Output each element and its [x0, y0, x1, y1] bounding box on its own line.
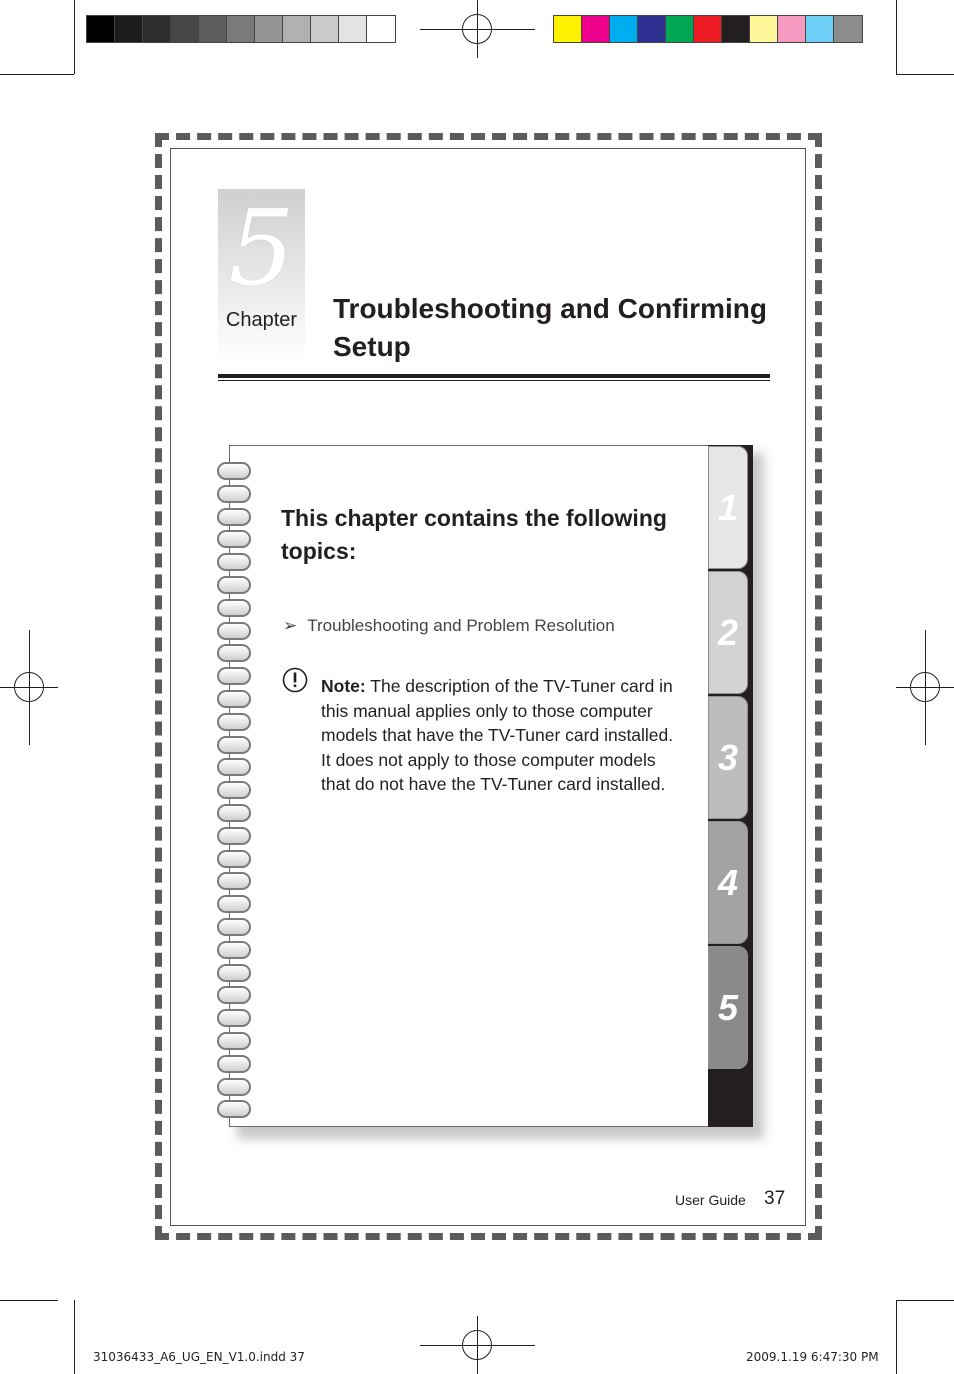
title-rule-thin — [218, 380, 770, 381]
topics-heading-line-1: This chapter contains the following — [281, 505, 667, 531]
spiral-ring — [217, 1032, 251, 1050]
spiral-ring — [217, 508, 251, 526]
color-swatch — [638, 16, 666, 42]
crop-mark-bottom-left-h — [0, 1300, 58, 1301]
page-title-line-1: Troubleshooting and Confirming — [333, 293, 767, 324]
spiral-ring — [217, 850, 251, 868]
registration-mark-left-v — [29, 630, 30, 745]
exclamation-icon — [282, 667, 308, 693]
tab-chapter-4: 4 — [708, 821, 748, 944]
gray-swatch — [143, 16, 171, 42]
topics-heading — [281, 502, 701, 568]
gray-swatch — [367, 16, 395, 42]
topic-label: Troubleshooting and Problem Resolution — [307, 616, 615, 635]
spiral-ring — [217, 553, 251, 571]
spiral-ring — [217, 485, 251, 503]
gray-swatch — [199, 16, 227, 42]
spiral-ring — [217, 918, 251, 936]
spiral-ring — [217, 576, 251, 594]
spiral-ring — [217, 941, 251, 959]
color-swatch — [722, 16, 750, 42]
list-item — [283, 616, 615, 636]
spiral-ring — [217, 804, 251, 822]
color-swatch — [694, 16, 722, 42]
tab-chapter-1: 1 — [708, 446, 748, 569]
registration-mark-right-v — [925, 630, 926, 745]
crop-mark-bottom-left-v — [74, 1300, 75, 1374]
spiral-ring — [217, 1100, 251, 1118]
gray-swatch — [115, 16, 143, 42]
registration-mark-bottom-v — [477, 1316, 478, 1374]
topics-heading-line-2: topics: — [281, 538, 357, 564]
spiral-ring — [217, 964, 251, 982]
crop-mark-top-right-v — [896, 0, 897, 74]
page-title-line-2: Setup — [333, 331, 411, 362]
color-swatch — [610, 16, 638, 42]
footer-label: User Guide — [675, 1192, 746, 1208]
spiral-ring — [217, 895, 251, 913]
crop-mark-bottom-right-h — [896, 1300, 954, 1301]
page-number: 37 — [764, 1188, 786, 1209]
gray-swatch — [171, 16, 199, 42]
color-swatch — [554, 16, 582, 42]
note-label: Note: — [321, 676, 366, 696]
spiral-ring — [217, 827, 251, 845]
spiral-ring — [217, 1009, 251, 1027]
gray-swatch — [339, 16, 367, 42]
color-swatch — [834, 16, 862, 42]
tab-chapter-5: 5 — [708, 946, 748, 1069]
tab-chapter-2: 2 — [708, 571, 748, 694]
gray-swatch — [311, 16, 339, 42]
registration-mark-top-v — [477, 0, 478, 58]
spiral-ring — [217, 1078, 251, 1096]
arrow-bullet-icon: ➢ — [283, 616, 298, 635]
spiral-ring — [217, 622, 251, 640]
note-body: The description of the TV-Tuner card in this manual applies only to those computer models that have the TV-Tuner card installed. It does not apply to those computer models that do not have the TV-Tuner card installed. — [321, 676, 674, 795]
color-swatch — [778, 16, 806, 42]
slug-timestamp: 2009.1.19 6:47:30 PM — [746, 1350, 879, 1364]
color-swatch-bar — [553, 15, 863, 43]
spiral-ring — [217, 462, 251, 480]
gray-swatch — [283, 16, 311, 42]
spiral-ring — [217, 644, 251, 662]
color-swatch — [750, 16, 778, 42]
chapter-label: Chapter — [225, 309, 298, 331]
spiral-ring — [217, 713, 251, 731]
spiral-ring — [217, 667, 251, 685]
spiral-ring — [217, 530, 251, 548]
page-title — [333, 290, 773, 366]
crop-mark-top-left-h — [0, 74, 74, 75]
gray-swatch — [255, 16, 283, 42]
crop-mark-top-left-v — [74, 0, 75, 74]
slug-file-name: 31036433_A6_UG_EN_V1.0.indd 37 — [93, 1350, 305, 1364]
title-rule-thick — [218, 374, 770, 378]
color-swatch — [582, 16, 610, 42]
color-swatch — [806, 16, 834, 42]
spiral-ring — [217, 781, 251, 799]
spiral-ring — [217, 758, 251, 776]
spiral-ring — [217, 986, 251, 1004]
spiral-binding — [217, 462, 257, 1122]
crop-mark-bottom-right-v — [896, 1300, 897, 1374]
note-text — [321, 674, 676, 797]
spiral-ring — [217, 736, 251, 754]
spiral-ring — [217, 872, 251, 890]
crop-mark-top-right-h — [896, 74, 954, 75]
spiral-ring — [217, 599, 251, 617]
gray-swatch-bar — [86, 15, 396, 43]
gray-swatch — [87, 16, 115, 42]
spiral-ring — [217, 1055, 251, 1073]
color-swatch — [666, 16, 694, 42]
tab-chapter-3: 3 — [708, 696, 748, 819]
chapter-number: 5 — [228, 187, 295, 309]
gray-swatch — [227, 16, 255, 42]
spiral-ring — [217, 690, 251, 708]
